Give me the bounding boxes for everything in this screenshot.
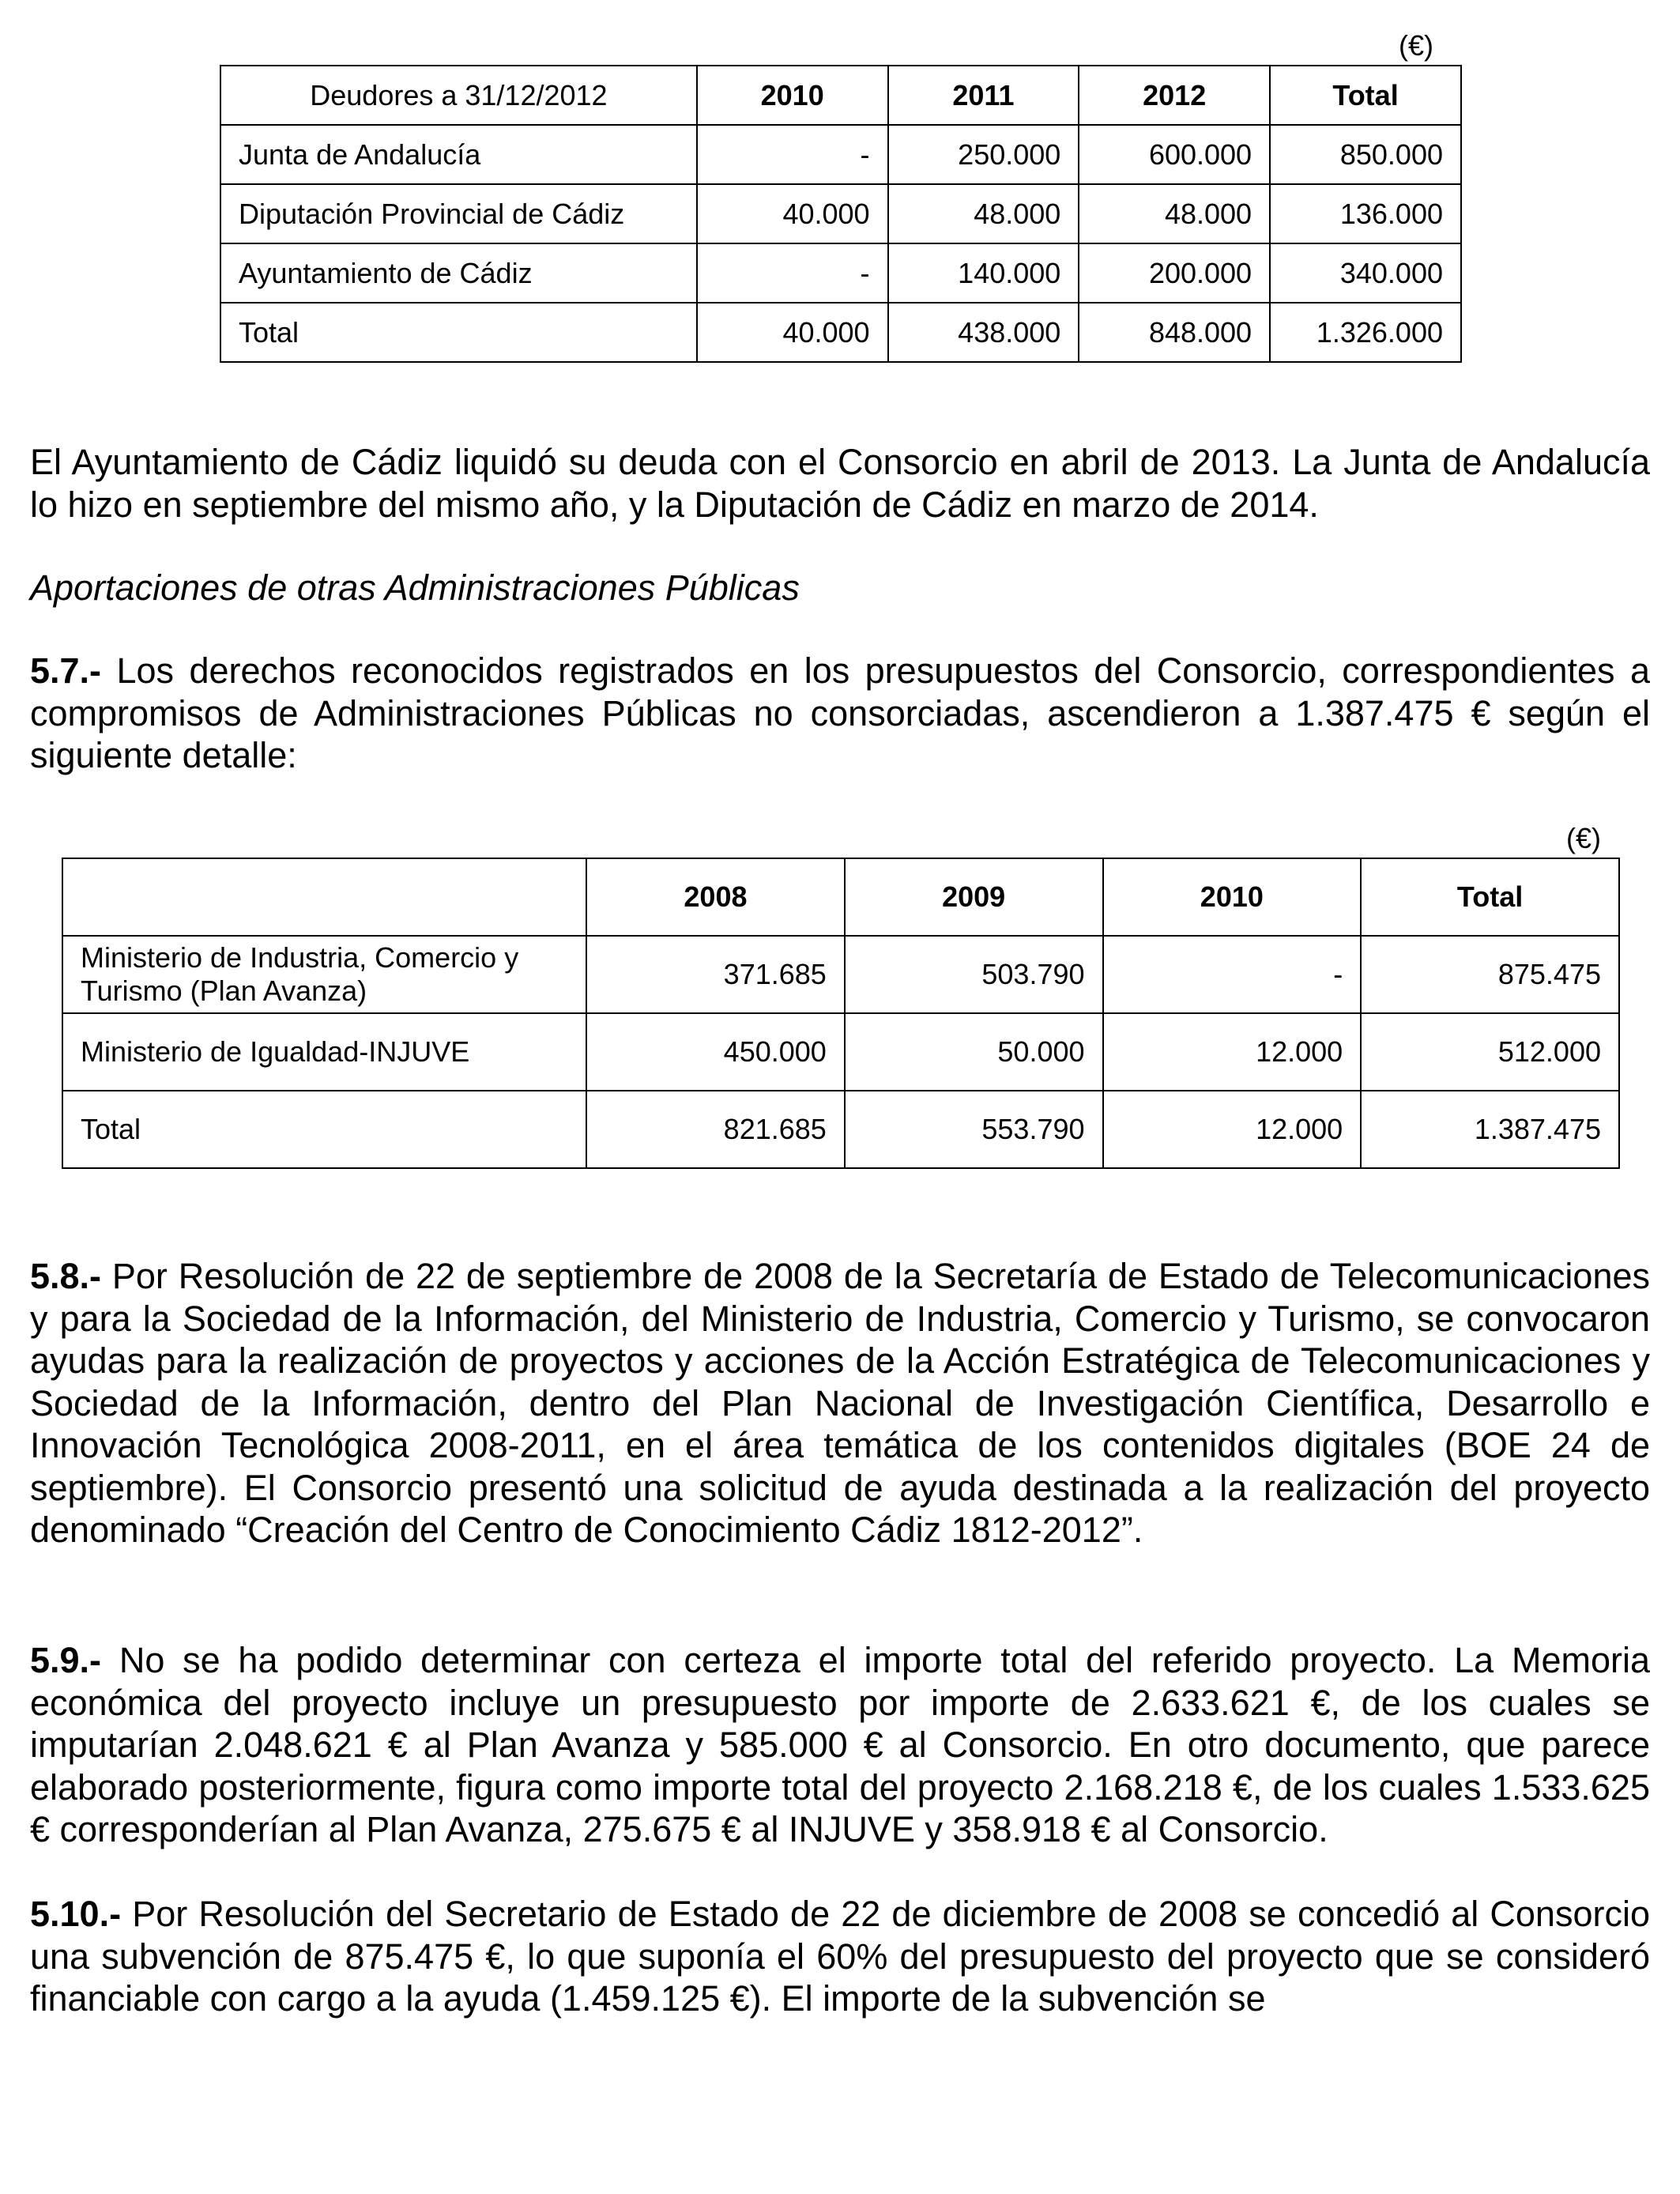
header-cell: Total <box>1270 66 1461 125</box>
table-cell: 600.000 <box>1079 125 1270 184</box>
table-cell: 1.326.000 <box>1270 303 1461 362</box>
header-cell <box>62 858 586 936</box>
paragraph-number: 5.7.- <box>30 650 102 691</box>
paragraph-number: 5.9.- <box>30 1640 102 1680</box>
table-cell: - <box>697 243 888 303</box>
table-cell: - <box>1103 936 1362 1013</box>
header-cell: Deudores a 31/12/2012 <box>220 66 697 125</box>
table-row <box>220 125 1461 184</box>
table-cell: 340.000 <box>1270 243 1461 303</box>
table-cell: 250.000 <box>888 125 1079 184</box>
table-cell: 503.790 <box>845 936 1103 1013</box>
row-label: Total <box>220 303 697 362</box>
row-label: Ayuntamiento de Cádiz <box>220 243 697 303</box>
table-total-row <box>62 1091 1619 1168</box>
section-heading: Aportaciones de otras Administraciones Públicas <box>30 567 800 608</box>
contributions-table <box>62 858 1620 1169</box>
table-cell: - <box>697 125 888 184</box>
table-cell: 512.000 <box>1361 1013 1619 1091</box>
row-label: Total <box>62 1091 586 1168</box>
header-cell: 2010 <box>697 66 888 125</box>
table-cell: 821.685 <box>586 1091 845 1168</box>
header-cell: 2011 <box>888 66 1079 125</box>
table-cell: 136.000 <box>1270 184 1461 243</box>
table-row <box>220 243 1461 303</box>
row-label: Diputación Provincial de Cádiz <box>220 184 697 243</box>
row-label: Ministerio de Igualdad-INJUVE <box>62 1013 586 1091</box>
table-row <box>220 184 1461 243</box>
table1-unit-label: (€) <box>1399 29 1433 62</box>
table-header-row <box>62 858 1619 936</box>
header-cell: 2008 <box>586 858 845 936</box>
table-row <box>62 936 1619 1013</box>
table-cell: 438.000 <box>888 303 1079 362</box>
header-cell: 2009 <box>845 858 1103 936</box>
table-cell: 371.685 <box>586 936 845 1013</box>
row-label: Junta de Andalucía <box>220 125 697 184</box>
table-cell: 848.000 <box>1079 303 1270 362</box>
table-cell: 40.000 <box>697 303 888 362</box>
table-cell: 48.000 <box>888 184 1079 243</box>
paragraph-5-9 <box>30 1639 1650 1851</box>
table-cell: 1.387.475 <box>1361 1091 1619 1168</box>
paragraph-text: No se ha podido determinar con certeza el importe total del referido proyecto. La Memoria económica del proyecto incluye un presupuesto por importe de 2.633.621 €, de los cuales se imputarían 2.048.621 € al Plan Avanza y 585.000 € al Consorcio. En otro documento, que parece elaborado posteriormente, figura como importe total del proyecto 2.168.218 €, de los cuales 1.533.625 € corresponderían al Plan Avanza, 275.675 € al INJUVE y 358.918 € al Consorcio. <box>30 1640 1650 1849</box>
table-header-row <box>220 66 1461 125</box>
paragraph-5-8 <box>30 1255 1650 1551</box>
debtors-table <box>220 65 1462 363</box>
table-cell: 50.000 <box>845 1013 1103 1091</box>
table-cell: 450.000 <box>586 1013 845 1091</box>
table2-unit-label: (€) <box>1566 822 1601 854</box>
table-cell: 40.000 <box>697 184 888 243</box>
paragraph-text: Por Resolución del Secretario de Estado de 22 de diciembre de 2008 se concedió al Consorcio una subvención de 875.475 €, lo que suponía el 60% del presupuesto del proyecto que se consideró financiable con cargo a la ayuda (1.459.125 €). El importe de la subvención se <box>30 1894 1650 2019</box>
paragraph-text: Los derechos reconocidos registrados en los presupuestos del Consorcio, correspondientes a compromisos de Administraciones Públicas no consorciadas, ascendieron a 1.387.475 € según el siguiente detalle: <box>30 650 1650 775</box>
intro-paragraph: El Ayuntamiento de Cádiz liquidó su deuda con el Consorcio en abril de 2013. La Junta de Andalucía lo hizo en septiembre del mismo año, y la Diputación de Cádiz en marzo de 2014. <box>30 442 1650 525</box>
table-cell: 12.000 <box>1103 1091 1362 1168</box>
table-row <box>62 1013 1619 1091</box>
table-cell: 200.000 <box>1079 243 1270 303</box>
header-cell: 2012 <box>1079 66 1270 125</box>
table-cell: 48.000 <box>1079 184 1270 243</box>
paragraph-5-10 <box>30 1893 1650 2020</box>
table-cell: 140.000 <box>888 243 1079 303</box>
table-cell: 553.790 <box>845 1091 1103 1168</box>
paragraph-number: 5.8.- <box>30 1256 102 1296</box>
row-label: Ministerio de Industria, Comercio y Turismo (Plan Avanza) <box>62 936 586 1013</box>
table-cell: 875.475 <box>1361 936 1619 1013</box>
paragraph-number: 5.10.- <box>30 1894 122 1934</box>
header-cell: 2010 <box>1103 858 1362 936</box>
paragraph-text: Por Resolución de 22 de septiembre de 2008 de la Secretaría de Estado de Telecomunicaciones y para la Sociedad de la Información, del Ministerio de Industria, Comercio y Turismo, se convocaron ayudas para la realización de proyectos y acciones de la Acción Estratégica de Telecomunicaciones y Sociedad de la Información, dentro del Plan Nacional de Investigación Científica, Desarrollo e Innovación Tecnológica 2008-2011, en el área temática de los contenidos digitales (BOE 24 de septiembre). El Consorcio presentó una solicitud de ayuda destinada a la realización del proyecto denominado “Creación del Centro de Conocimiento Cádiz 1812-2012”. <box>30 1256 1650 1550</box>
header-cell: Total <box>1361 858 1619 936</box>
paragraph-5-7 <box>30 650 1650 777</box>
table-cell: 850.000 <box>1270 125 1461 184</box>
table-total-row <box>220 303 1461 362</box>
table-cell: 12.000 <box>1103 1013 1362 1091</box>
